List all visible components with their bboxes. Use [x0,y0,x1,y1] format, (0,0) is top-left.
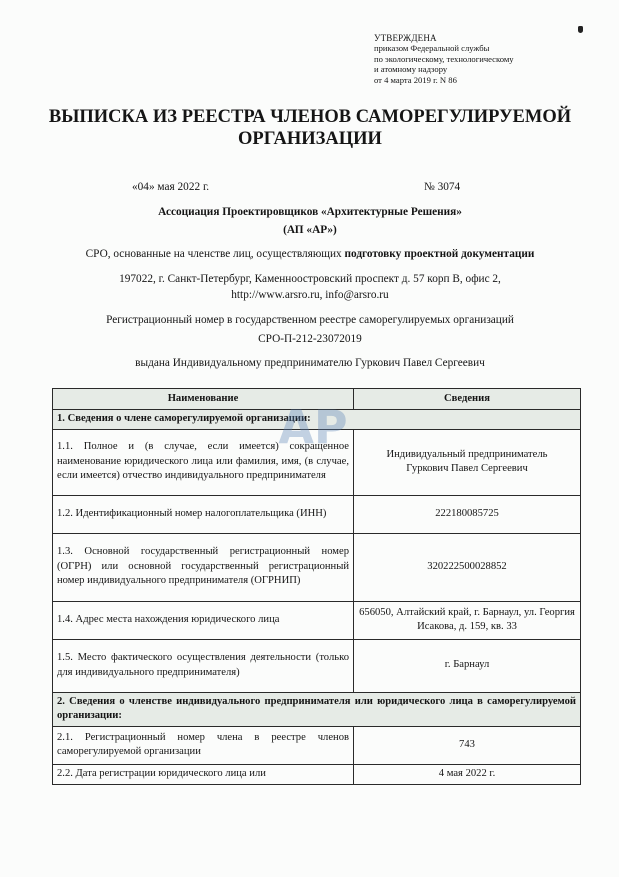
document-title [40,106,580,150]
issue-date: «04» мая 2022 г. [132,181,210,193]
row-value: г. Барнаул [354,639,581,692]
row-label: 1.5. Место фактического осуществления деятельности (только для индивидуального предпринимателя) [53,639,354,692]
section-row [53,410,581,430]
title-line: ВЫПИСКА ИЗ РЕЕСТРА ЧЛЕНОВ САМОРЕГУЛИРУЕМОЙ [48,107,572,127]
approval-line: по экологическому, технологическому [374,53,514,64]
row-label: 2.2. Дата регистрации юридического лица или [53,764,354,784]
approval-date: от 4 марта 2019 г. N 86 [374,74,457,85]
row-label: 1.1. Полное и (в случае, если имеется) сокращенное наименование юридического лица или фамилия, имя, (в случае, если имеется) отчество индивидуального предпринимателя [53,429,354,495]
row-label: 1.2. Идентификационный номер налогоплательщика (ИНН) [53,495,354,533]
section-2-heading: 2. Сведения о членстве индивидуального предпринимателя или юридического лица в саморегулируемой организации: [53,692,581,726]
table-row [53,639,581,692]
registry-number: СРО-П-212-23072019 [258,333,362,345]
table-row [53,533,581,601]
approval-line: и атомному надзору [374,64,448,75]
row-value: 320222500028852 [354,533,581,601]
registry-caption: Регистрационный номер в государственном реестре саморегулируемых организаций [106,314,514,326]
row-label: 2.1. Регистрационный номер члена в реестре членов саморегулируемой организации [53,726,354,764]
sro-basis-text: СРО, основанные на членстве лиц, осуществляющих [85,248,345,260]
column-header-name: Наименование [53,389,354,410]
approval-heading: УТВЕРЖДЕНА [374,33,437,43]
section-1-heading: 1. Сведения о члене саморегулируемой организации: [53,410,581,430]
registry-table [52,388,581,785]
section-row [53,692,581,726]
approval-note [374,33,594,85]
table-row [53,429,581,495]
value-line: Индивидуальный предприниматель [386,448,548,460]
sro-basis [40,248,580,260]
sro-basis-activity: подготовку проектной документации [344,248,535,260]
organization-short-name: (АП «АР») [283,224,337,236]
title-line: ОРГАНИЗАЦИИ [238,129,382,149]
row-label: 1.3. Основной государственный регистрационный номер (ОГРН) или основной государственный регистрационный номер индивидуального предпринимателя (ОГРНИП) [53,533,354,601]
table-row [53,726,581,764]
row-value: 656050, Алтайский край, г. Барнаул, ул. Георгия Исакова, д. 159, кв. 33 [354,601,581,639]
table-row [53,764,581,784]
table-header-row [53,389,581,410]
column-header-details: Сведения [354,389,581,410]
ink-speck [578,26,583,33]
approval-line: приказом Федеральной службы [374,43,490,54]
organization-name: Ассоциация Проектировщиков «Архитектурные Решения» [158,206,462,218]
extract-number: № 3074 [424,181,461,193]
table-row [53,495,581,533]
row-value: 4 мая 2022 г. [354,764,581,784]
row-label: 1.4. Адрес места нахождения юридического лица [53,601,354,639]
table-row [53,601,581,639]
row-value: 222180085725 [354,495,581,533]
organization-contacts: http://www.arsro.ru, info@arsro.ru [231,289,389,301]
issued-to: выдана Индивидуальному предпринимателю Гуркович Павел Сергеевич [135,357,485,369]
row-value [354,429,581,495]
value-line: Гуркович Павел Сергеевич [406,463,528,475]
row-value: 743 [354,726,581,764]
organization-address: 197022, г. Санкт-Петербург, Каменноостровский проспект д. 57 корп В, офис 2, [119,273,501,285]
watermark-logo: АР [278,400,348,454]
